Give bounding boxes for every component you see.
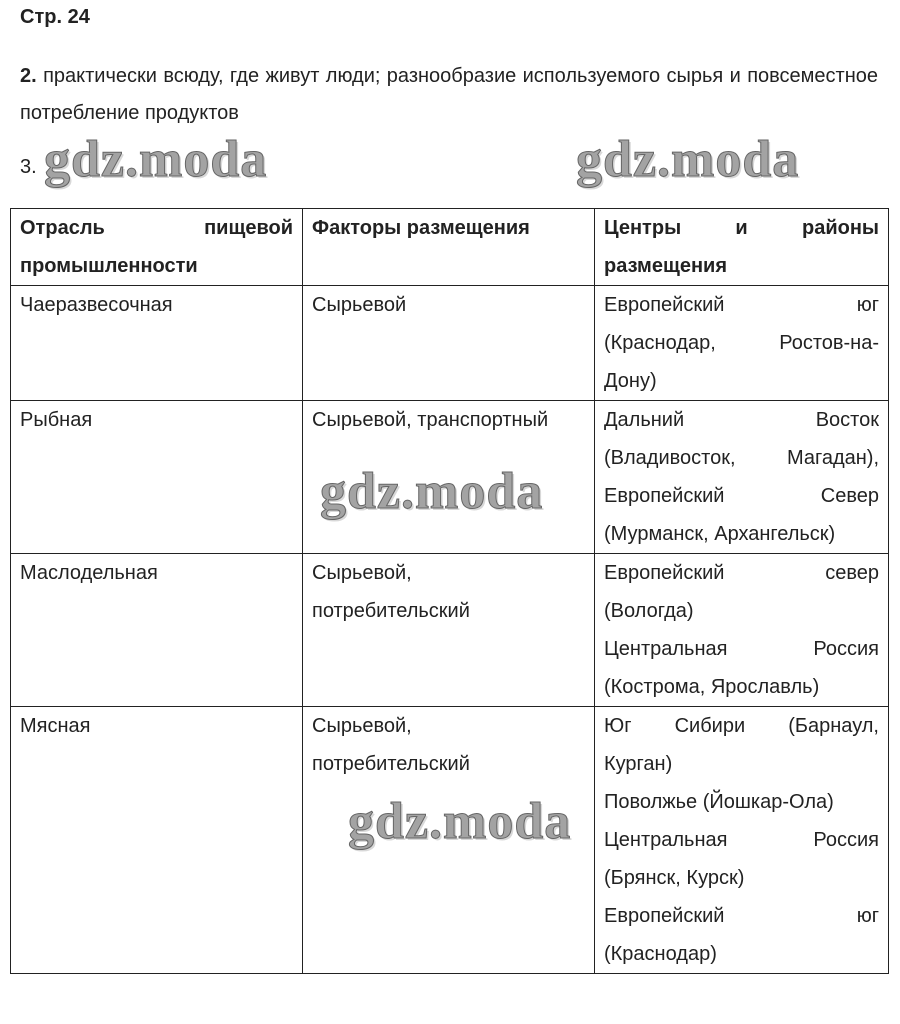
header-centers [595, 209, 889, 286]
answer-2-number: 2. [20, 65, 37, 87]
factor-line: Сырьевой, транспортный [312, 409, 549, 431]
cell-centers [595, 286, 889, 401]
center-line: Юг Сибири (Барнаул, [604, 715, 879, 737]
center-line: (Брянск, Курск) [604, 867, 745, 889]
header-factors [303, 209, 595, 286]
watermark-logo: gdz.moda [320, 463, 544, 520]
cell-industry [11, 554, 303, 707]
factor-line: Сырьевой, [312, 715, 412, 737]
center-line: (Мурманск, Архангельск) [604, 523, 836, 545]
watermark-logo: gdz.moda [576, 131, 800, 188]
center-line: (Краснодар, Ростов-на- [604, 332, 879, 354]
table-row [11, 286, 889, 401]
industry-table [10, 208, 889, 974]
center-line: Дону) [604, 370, 657, 392]
answer-2 [20, 58, 878, 132]
table-row [11, 401, 889, 554]
table-header-row [11, 209, 889, 286]
cell-industry [11, 707, 303, 974]
center-line: Дальний Восток [604, 409, 879, 431]
cell-industry [11, 401, 303, 554]
cell-factors [303, 554, 595, 707]
watermark-logo: gdz.moda [348, 793, 572, 850]
center-line: Центральная Россия [604, 638, 879, 660]
center-line: Европейский Север [604, 485, 879, 507]
center-line: (Владивосток, Магадан), [604, 447, 879, 469]
answer-2-text: практически всюду, где живут люди; разнообразие используемого сырья и повсеместное потребление продуктов [20, 65, 879, 124]
cell-industry [11, 286, 303, 401]
cell-factors [303, 286, 595, 401]
industry-name: Маслодельная [20, 562, 158, 584]
center-line: Европейский юг [604, 294, 879, 316]
cell-centers [595, 707, 889, 974]
header-line: Центры и районы [604, 217, 879, 239]
factor-line: Сырьевой [312, 294, 407, 316]
factor-line: потребительский [312, 600, 470, 622]
header-line: размещения [604, 255, 727, 277]
table-row [11, 554, 889, 707]
center-line: Европейский север [604, 562, 879, 584]
center-line: Центральная Россия [604, 829, 879, 851]
cell-centers [595, 401, 889, 554]
answer-3-number: 3. [20, 156, 37, 178]
cell-centers [595, 554, 889, 707]
industry-name: Рыбная [20, 409, 93, 431]
center-line: (Кострома, Ярославль) [604, 676, 820, 698]
header-line: Факторы размещения [312, 217, 530, 239]
header-industry [11, 209, 303, 286]
cell-factors [303, 707, 595, 974]
center-line: Поволжье (Йошкар-Ола) [604, 791, 834, 813]
cell-factors [303, 401, 595, 554]
watermark-logo: gdz.moda [44, 131, 268, 188]
factor-line: Сырьевой, [312, 562, 412, 584]
factor-line: потребительский [312, 753, 470, 775]
industry-name: Мясная [20, 715, 91, 737]
header-line: Отрасль пищевой [20, 217, 293, 239]
center-line: (Вологда) [604, 600, 694, 622]
center-line: Европейский юг [604, 905, 879, 927]
table-row [11, 707, 889, 974]
industry-name: Чаеразвесочная [20, 294, 173, 316]
header-line: промышленности [20, 255, 198, 277]
center-line: (Краснодар) [604, 943, 717, 965]
center-line: Курган) [604, 753, 673, 775]
page-title: Стр. 24 [20, 6, 90, 28]
